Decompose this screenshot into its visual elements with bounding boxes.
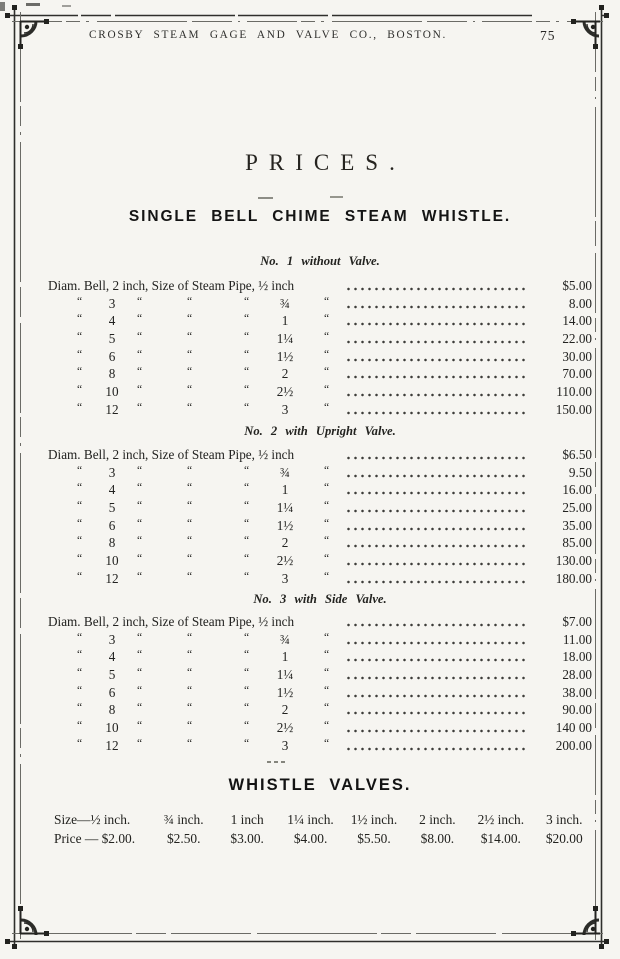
ditto-mark: “: [323, 500, 331, 513]
valve-price-cell: $14.00.: [480, 831, 521, 846]
bell-size: 5: [108, 331, 116, 347]
ditto-mark: “: [243, 366, 251, 379]
ditto-mark: “: [243, 684, 251, 697]
ditto-mark: “: [243, 464, 251, 477]
leader-dots: [345, 349, 526, 367]
price-value: $5.00: [562, 278, 592, 293]
price-value: 38.00: [562, 684, 592, 700]
ditto-mark: “: [243, 553, 251, 566]
price-value: 18.00: [562, 649, 592, 665]
valve-price-row: [48, 831, 596, 850]
ditto-mark: “: [76, 517, 84, 530]
ditto-mark: “: [136, 684, 144, 697]
ditto-mark: “: [136, 702, 144, 715]
ditto-mark: “: [136, 401, 144, 414]
section-divider-dash: [267, 761, 285, 763]
leader-dots: [345, 571, 526, 589]
leader-dots: [345, 296, 526, 314]
pipe-size: 1½: [276, 348, 294, 364]
valve-size-cell: Size—½ inch.: [54, 812, 131, 827]
ditto-mark: “: [136, 720, 144, 733]
valve-size-cell: ¾ inch.: [163, 812, 204, 827]
scan-speck: [26, 3, 40, 6]
pipe-size: 1½: [276, 517, 294, 533]
ditto-mark: “: [323, 517, 331, 530]
table-row: [48, 571, 592, 589]
table-caption: No. 3 with Side Valve.: [253, 592, 387, 606]
price-value: $7.00: [562, 614, 592, 629]
price-value: 22.00: [562, 331, 592, 347]
ditto-mark: “: [243, 482, 251, 495]
table-row: [48, 614, 592, 632]
ditto-mark: “: [186, 570, 194, 583]
ditto-mark: “: [323, 384, 331, 397]
price-value: 16.00: [562, 482, 592, 498]
pipe-size: 2½: [276, 384, 294, 400]
bell-size: 12: [105, 570, 119, 586]
pipe-size: 2½: [276, 720, 294, 736]
table-row: [48, 465, 592, 483]
bell-size: 5: [108, 500, 116, 516]
table-row: [48, 535, 592, 553]
whistle-valves-heading: WHISTLE VALVES.: [228, 776, 412, 794]
ditto-mark: “: [323, 737, 331, 750]
ditto-mark: “: [186, 517, 194, 530]
ditto-mark: “: [323, 535, 331, 548]
pipe-size: 2: [281, 535, 289, 551]
leader-dots: [345, 500, 526, 518]
ditto-mark: “: [243, 295, 251, 308]
ditto-mark: “: [136, 535, 144, 548]
ditto-mark: “: [323, 331, 331, 344]
ditto-mark: “: [76, 401, 84, 414]
ditto-mark: “: [136, 366, 144, 379]
valve-price-cell: $8.00.: [420, 831, 455, 846]
bell-size: 3: [108, 631, 116, 647]
page-title: PRICES.: [245, 150, 406, 175]
ditto-mark: “: [323, 649, 331, 662]
ditto-mark: “: [76, 348, 84, 361]
ditto-mark: “: [323, 348, 331, 361]
bell-size: 12: [105, 737, 119, 753]
leader-dots: [345, 738, 526, 756]
table-first-row-label: Diam. Bell, 2 inch, Size of Steam Pipe, ½ inch: [48, 447, 295, 462]
pipe-size: 1¼: [276, 667, 294, 683]
table-caption: No. 2 with Upright Valve.: [244, 424, 396, 438]
title-rule: [330, 196, 343, 198]
ditto-mark: “: [186, 649, 194, 662]
ditto-mark: “: [243, 517, 251, 530]
leader-dots: [345, 366, 526, 384]
ditto-mark: “: [76, 295, 84, 308]
bell-size: 12: [105, 401, 119, 417]
ditto-mark: “: [186, 667, 194, 680]
leader-dots: [345, 667, 526, 685]
ditto-mark: “: [186, 313, 194, 326]
pipe-size: 1¼: [276, 500, 294, 516]
table-row: [48, 685, 592, 703]
table-row: [48, 553, 592, 571]
ditto-mark: “: [243, 631, 251, 644]
ditto-mark: “: [76, 500, 84, 513]
pipe-size: 2½: [276, 553, 294, 569]
price-value: 25.00: [562, 500, 592, 516]
table-row: [48, 331, 592, 349]
price-value: 14.00: [562, 313, 592, 329]
price-value: 11.00: [562, 631, 592, 647]
table-row: [48, 349, 592, 367]
valve-size-cell: 3 inch.: [546, 812, 583, 827]
ditto-mark: “: [186, 684, 194, 697]
ditto-mark: “: [186, 631, 194, 644]
ditto-mark: “: [186, 720, 194, 733]
table-row: [48, 366, 592, 384]
bell-size: 4: [108, 649, 116, 665]
ditto-mark: “: [136, 631, 144, 644]
ditto-mark: “: [186, 553, 194, 566]
ditto-mark: “: [136, 570, 144, 583]
valve-price-cell: $2.50.: [166, 831, 201, 846]
ditto-mark: “: [243, 348, 251, 361]
table-row: [48, 738, 592, 756]
table-row: [48, 402, 592, 420]
ditto-mark: “: [243, 667, 251, 680]
valve-price-cell: $20.00: [545, 831, 583, 846]
ditto-mark: “: [136, 482, 144, 495]
ditto-mark: “: [186, 401, 194, 414]
pipe-size: 3: [281, 570, 289, 586]
pipe-size: ¾: [280, 631, 290, 647]
bell-size: 8: [108, 366, 116, 382]
ditto-mark: “: [323, 401, 331, 414]
ditto-mark: “: [136, 649, 144, 662]
table-caption: No. 1 without Valve.: [260, 254, 380, 268]
ditto-mark: “: [136, 553, 144, 566]
ditto-mark: “: [136, 667, 144, 680]
price-table-no2: [48, 447, 592, 589]
price-value: 85.00: [562, 535, 592, 551]
pipe-size: 3: [281, 401, 289, 417]
price-value: 150.00: [555, 401, 592, 417]
price-value: 8.00: [568, 295, 592, 311]
ditto-mark: “: [243, 720, 251, 733]
pipe-size: ¾: [280, 464, 290, 480]
ditto-mark: “: [76, 631, 84, 644]
ditto-mark: “: [186, 295, 194, 308]
ditto-mark: “: [186, 366, 194, 379]
ditto-mark: “: [243, 313, 251, 326]
bell-size: 6: [108, 348, 116, 364]
table-row: [48, 447, 592, 465]
pipe-size: 1: [281, 649, 289, 665]
ditto-mark: “: [76, 553, 84, 566]
valve-size-cell: 2½ inch.: [477, 812, 525, 827]
table-row: [48, 500, 592, 518]
ditto-mark: “: [186, 535, 194, 548]
ditto-mark: “: [323, 553, 331, 566]
page-number: 75: [540, 28, 556, 43]
table-row: [48, 384, 592, 402]
ditto-mark: “: [136, 331, 144, 344]
ditto-mark: “: [186, 482, 194, 495]
leader-dots: [345, 402, 526, 420]
ditto-mark: “: [76, 667, 84, 680]
price-value: 130.00: [555, 553, 592, 569]
ditto-mark: “: [136, 313, 144, 326]
valve-price-cell: $4.00.: [293, 831, 328, 846]
ditto-mark: “: [76, 464, 84, 477]
ditto-mark: “: [243, 737, 251, 750]
valve-size-cell: 2 inch.: [419, 812, 456, 827]
table-row: [48, 632, 592, 650]
ditto-mark: “: [186, 737, 194, 750]
leader-dots: [345, 482, 526, 500]
ditto-mark: “: [76, 649, 84, 662]
bell-size: 6: [108, 684, 116, 700]
price-table-no1: [48, 278, 592, 420]
price-value: $6.50: [562, 447, 592, 462]
valve-size-cell: 1 inch: [230, 812, 264, 827]
price-value: 200.00: [555, 737, 592, 753]
ditto-mark: “: [243, 702, 251, 715]
price-value: 180.00: [555, 570, 592, 586]
ditto-mark: “: [323, 631, 331, 644]
price-value: 70.00: [562, 366, 592, 382]
leader-dots: [345, 632, 526, 650]
title-rule: [258, 197, 273, 199]
ditto-mark: “: [136, 517, 144, 530]
leader-dots: [345, 649, 526, 667]
pipe-size: 1: [281, 313, 289, 329]
valve-size-row: [48, 812, 596, 831]
pipe-size: 1¼: [276, 331, 294, 347]
ditto-mark: “: [323, 482, 331, 495]
leader-dots: [345, 720, 526, 738]
ditto-mark: “: [136, 500, 144, 513]
leader-dots: [345, 553, 526, 571]
ditto-mark: “: [323, 720, 331, 733]
ditto-mark: “: [323, 295, 331, 308]
ditto-mark: “: [76, 702, 84, 715]
ditto-mark: “: [186, 464, 194, 477]
leader-dots: [345, 331, 526, 349]
ditto-mark: “: [243, 570, 251, 583]
bell-size: 10: [105, 384, 119, 400]
price-table-no3: [48, 614, 592, 756]
ditto-mark: “: [76, 570, 84, 583]
whistle-valves-table: [48, 812, 596, 850]
pipe-size: 2: [281, 366, 289, 382]
ditto-mark: “: [243, 535, 251, 548]
valve-size-cell: 1¼ inch.: [287, 812, 334, 827]
leader-dots: [345, 685, 526, 703]
ditto-mark: “: [76, 313, 84, 326]
ditto-mark: “: [76, 684, 84, 697]
table-row: [48, 482, 592, 500]
ditto-mark: “: [136, 464, 144, 477]
bell-size: 10: [105, 720, 119, 736]
ditto-mark: “: [243, 500, 251, 513]
ditto-mark: “: [243, 331, 251, 344]
ditto-mark: “: [76, 384, 84, 397]
ditto-mark: “: [136, 295, 144, 308]
leader-dots: [345, 702, 526, 720]
ditto-mark: “: [76, 535, 84, 548]
scan-speck: [62, 5, 71, 7]
pipe-size: 1½: [276, 684, 294, 700]
ditto-mark: “: [323, 570, 331, 583]
leader-dots: [345, 535, 526, 553]
ditto-mark: “: [186, 500, 194, 513]
valve-price-cell: Price — $2.00.: [54, 831, 136, 846]
price-value: 28.00: [562, 667, 592, 683]
running-header: CROSBY STEAM GAGE AND VALVE CO., BOSTON.: [89, 29, 447, 41]
valve-price-cell: $5.50.: [357, 831, 391, 846]
ditto-mark: “: [76, 737, 84, 750]
ditto-mark: “: [136, 384, 144, 397]
valve-price-cell: $3.00.: [230, 831, 264, 846]
bell-size: 6: [108, 517, 116, 533]
price-value: 110.00: [556, 384, 592, 400]
table-row: [48, 313, 592, 331]
bell-size: 4: [108, 482, 116, 498]
table-row: [48, 518, 592, 536]
price-value: 35.00: [562, 517, 592, 533]
price-value: 90.00: [562, 702, 592, 718]
bell-size: 4: [108, 313, 116, 329]
table-row: [48, 702, 592, 720]
ditto-mark: “: [186, 384, 194, 397]
ditto-mark: “: [76, 331, 84, 344]
price-value: 9.50: [568, 464, 592, 480]
bell-size: 3: [108, 295, 116, 311]
ditto-mark: “: [243, 384, 251, 397]
ditto-mark: “: [136, 348, 144, 361]
table-row: [48, 649, 592, 667]
bell-size: 3: [108, 464, 116, 480]
ditto-mark: “: [76, 482, 84, 495]
leader-dots: [345, 614, 526, 632]
ditto-mark: “: [323, 313, 331, 326]
ditto-mark: “: [243, 401, 251, 414]
leader-dots: [345, 384, 526, 402]
leader-dots: [345, 447, 526, 465]
ditto-mark: “: [76, 720, 84, 733]
price-value: 30.00: [562, 348, 592, 364]
valve-size-cell: 1½ inch.: [350, 812, 398, 827]
section-heading: SINGLE BELL CHIME STEAM WHISTLE.: [128, 208, 512, 225]
table-row: [48, 278, 592, 296]
ditto-mark: “: [186, 702, 194, 715]
ditto-mark: “: [136, 737, 144, 750]
price-value: 140 00: [555, 720, 592, 736]
bell-size: 8: [108, 702, 116, 718]
pipe-size: 3: [281, 737, 289, 753]
scan-speck: [0, 2, 5, 11]
pipe-size: 1: [281, 482, 289, 498]
ditto-mark: “: [186, 348, 194, 361]
bell-size: 5: [108, 667, 116, 683]
ditto-mark: “: [323, 684, 331, 697]
ditto-mark: “: [323, 464, 331, 477]
table-first-row-label: Diam. Bell, 2 inch, Size of Steam Pipe, ½ inch: [48, 278, 295, 293]
table-first-row-label: Diam. Bell, 2 inch, Size of Steam Pipe, ½ inch: [48, 614, 295, 629]
ditto-mark: “: [243, 649, 251, 662]
pipe-size: ¾: [280, 295, 290, 311]
ditto-mark: “: [186, 331, 194, 344]
ditto-mark: “: [323, 667, 331, 680]
table-row: [48, 720, 592, 738]
pipe-size: 2: [281, 702, 289, 718]
leader-dots: [345, 465, 526, 483]
ditto-mark: “: [323, 366, 331, 379]
leader-dots: [345, 518, 526, 536]
bell-size: 8: [108, 535, 116, 551]
bell-size: 10: [105, 553, 119, 569]
table-row: [48, 296, 592, 314]
table-row: [48, 667, 592, 685]
ditto-mark: “: [323, 702, 331, 715]
leader-dots: [345, 278, 526, 296]
leader-dots: [345, 313, 526, 331]
ditto-mark: “: [76, 366, 84, 379]
